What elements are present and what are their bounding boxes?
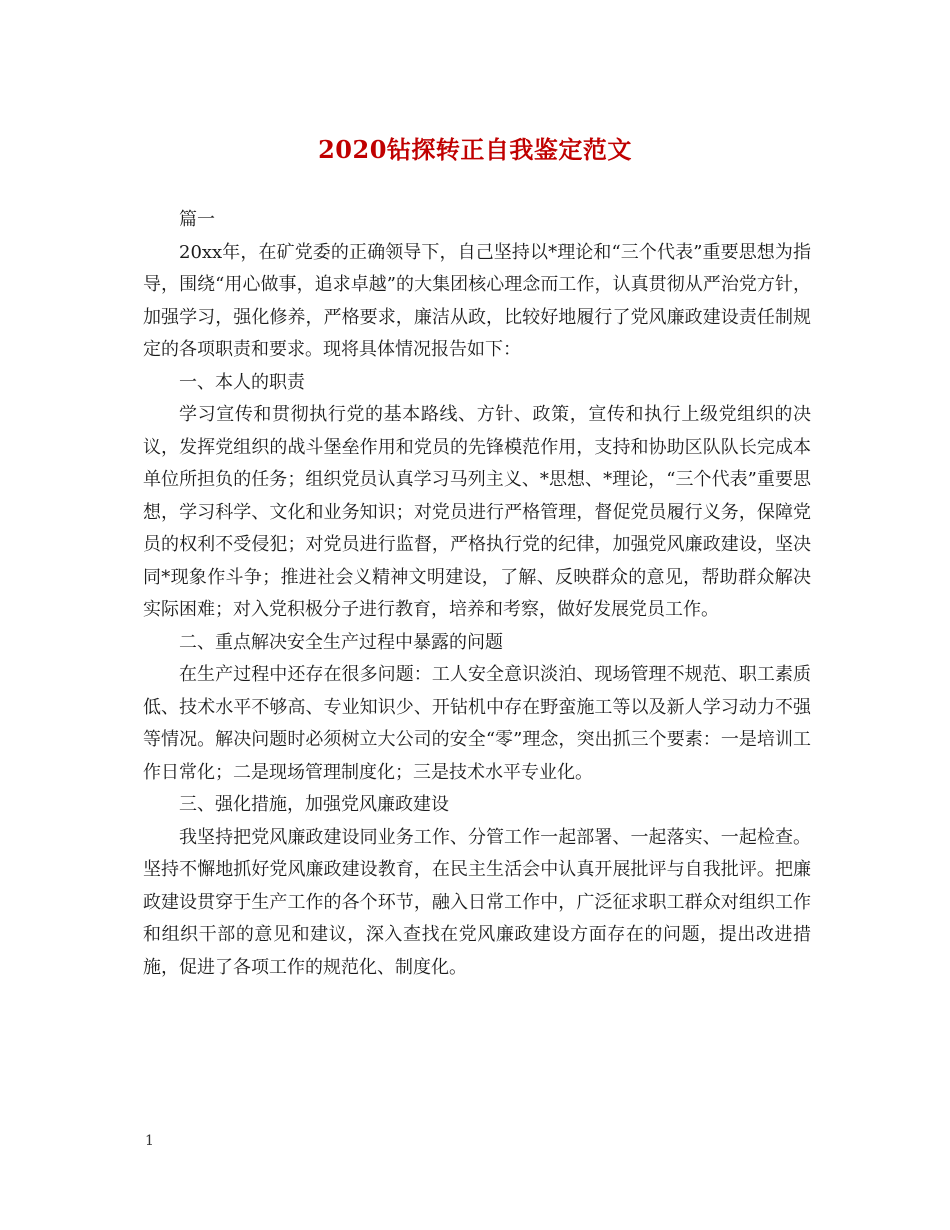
document-title: 2020钻探转正自我鉴定范文 (318, 135, 632, 164)
paragraph: 我坚持把党风廉政建设同业务工作、分管工作一起部署、一起落实、一起检查。坚持不懈地抓好党风廉政建设教育，在民主生活会中认真开展批评与自我批评。把廉政建设贯穿于生产工作的各个环节，融入日常工作中，广泛征求职工群众对组织工作和组织干部的意见和建议，深入查找在党风廉政建设方面存在的问题，提出改进措施，促进了各项工作的规范化、制度化。 (143, 826, 811, 978)
section-heading: 三、强化措施，加强党风廉政建设 (179, 794, 449, 815)
paragraph: 学习宣传和贯彻执行党的基本路线、方针、政策，宣传和执行上级党组织的决议，发挥党组织的战斗堡垒作用和党员的先锋模范作用，支持和协助区队队长完成本单位所担负的任务；组织党员认真学习马列主义、*思想、*理论，“三个代表”重要思想，学习科学、文化和业务知识；对党员进行严格管理，督促党员履行义务，保障党员的权利不受侵犯；对党员进行监督，严格执行党的纪律，加强党风廉政建设，坚决同*现象作斗争；推进社会义精神文明建设，了解、反映群众的意见，帮助群众解决实际困难；对入党积极分子进行教育，培养和考察，做好发展党员工作。 (143, 404, 811, 620)
page-number: 1 (145, 1133, 154, 1149)
paragraph: 20xx年，在矿党委的正确领导下，自己坚持以*理论和“三个代表”重要思想为指导，围绕“用心做事，追求卓越”的大集团核心理念而工作，认真贯彻从严治党方针，加强学习，强化修养，严格要求，廉洁从政，比较好地履行了党风廉政建设责任制规定的各项职责和要求。现将具体情况报告如下： (143, 241, 811, 360)
document-body (143, 204, 811, 984)
section-heading: 一、本人的职责 (179, 371, 305, 393)
paragraph-heading-1: 篇一 (179, 209, 215, 230)
section-heading: 二、重点解决安全生产过程中暴露的问题 (179, 631, 503, 653)
paragraph: 在生产过程中还存在很多问题：工人安全意识淡泊、现场管理不规范、职工素质低、技术水平不够高、专业知识少、开钻机中存在野蛮施工等以及新人学习动力不强等情况。解决问题时必须树立大公司的安全“零”理念，突出抓三个要素：一是培训工作日常化；二是现场管理制度化；三是技术水平专业化。 (143, 664, 811, 783)
